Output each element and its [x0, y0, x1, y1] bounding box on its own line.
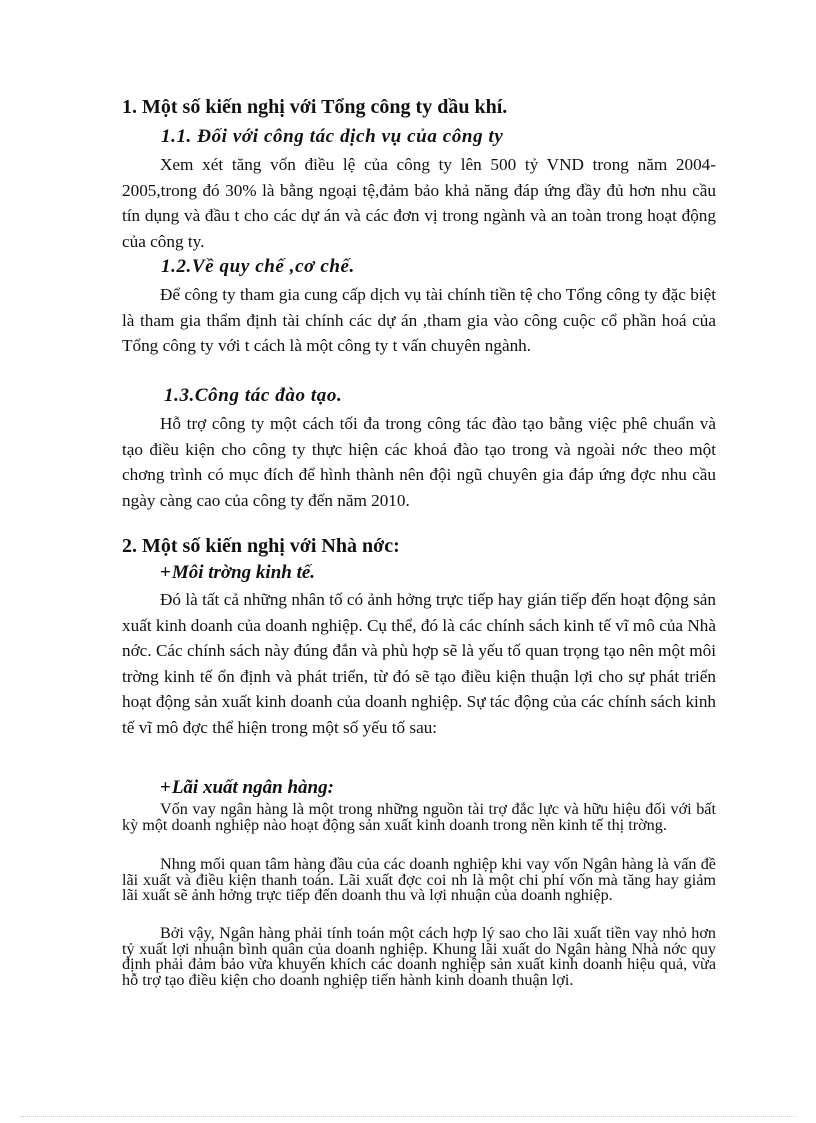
page-bottom-divider — [20, 1116, 796, 1117]
interest-rate-paragraph-1: Vốn vay ngân hàng là một trong những nguồn tài trợ đắc lực và hữu hiệu đối với bất kỳ một doanh nghiệp nào hoạt động sản xuất kinh doanh trong nền kinh tế thị trờng. — [122, 800, 716, 834]
subsection-1-2-paragraph: Để công ty tham gia cung cấp dịch vụ tài chính tiền tệ cho Tổng công ty đặc biệt là tham gia thẩm định tài chính các dự án ,tham gia vào công cuộc cổ phần hoá của Tổng công ty với t cách là một công ty t vấn chuyên ngành. — [122, 285, 716, 355]
subsection-1-1-paragraph: Xem xét tăng vốn điều lệ của công ty lên 500 tỷ VND trong năm 2004-2005,trong đó 30% là bằng ngoại tệ,đảm bảo khả năng đáp ứng đầy đủ hơn nhu cầu tín dụng và đầu t cho các dự án và các đơn vị trong ngành và an toàn trong hoạt động của công ty. — [122, 155, 716, 251]
economic-environment-heading — [160, 562, 315, 584]
subsection-1-3-heading: 1.3.Công tác đào tạo. — [164, 385, 343, 406]
interest-rate-heading — [160, 777, 334, 799]
economic-environment-paragraph: Đó là tất cả những nhân tố có ảnh hởng trực tiếp hay gián tiếp đến hoạt động sản xuất kinh doanh của doanh nghiệp. Cụ thể, đó là các chính sách kinh tế vĩ mô của Nhà nớc. Các chính sách này đúng đắn và phù hợp sẽ là yếu tố quan trọng tạo nên một môi trờng kinh tế ổn định và phát triển, từ đó sẽ tạo điều kiện thuận lợi cho sự phát triển hoạt động sản xuất kinh doanh của doanh nghiệp. Sự tác động của các chính sách kinh tế vĩ mô đợc thể hiện trong một số yếu tố sau: — [122, 590, 717, 737]
subsection-1-1-heading: 1.1. Đối với công tác dịch vụ của công ty — [161, 126, 504, 147]
bullet-plus-icon: + — [160, 777, 171, 798]
bullet-plus-icon: + — [160, 562, 171, 583]
subsection-1-3-paragraph: Hỗ trợ công ty một cách tối đa trong công tác đào tạo bằng việc phê chuẩn và tạo điều kiện cho công ty thực hiện các khoá đào tạo trong và ngoài nớc theo một chơng trình có mục đích để hình thành nên đội ngũ chuyên gia đáp ứng đợc nhu cầu ngày càng cao của công ty đến năm 2010. — [122, 414, 716, 510]
section-1-heading: 1. Một số kiến nghị với Tổng công ty dầu khí. — [122, 96, 508, 118]
section-2-heading: 2. Một số kiến nghị với Nhà nớc: — [122, 535, 400, 557]
interest-rate-paragraph-3: Bởi vậy, Ngân hàng phải tính toán một cách hợp lý sao cho lãi xuất tiền vay nhỏ hơn tỷ xuất lợi nhuận bình quân của doanh nghiệp. Khung lãi xuất do Ngân hàng Nhà nớc quy định phải đảm bảo vừa khuyến khích các doanh nghiệp sản xuất kinh doanh hiệu quả, vừa hỗ trợ tạo điều kiện cho doanh nghiệp tiến hành kinh doanh thuận lợi. — [122, 924, 716, 989]
interest-rate-paragraph-2: Nhng mối quan tâm hàng đầu của các doanh nghiệp khi vay vốn Ngân hàng là vấn đề lãi xuất và điều kiện thanh toán. Lãi xuất đợc coi nh là một chi phí vốn mà tăng hay giảm lãi xuất sẽ ảnh hởng trực tiếp đến doanh thu và lợi nhuận của doanh nghiệp. — [122, 855, 716, 905]
subsection-1-2-heading: 1.2.Về quy chế ,cơ chế. — [161, 256, 355, 277]
interest-rate-title: Lãi xuất ngân hàng: — [171, 777, 334, 798]
economic-environment-title: Môi trờng kinh tế. — [171, 562, 316, 583]
